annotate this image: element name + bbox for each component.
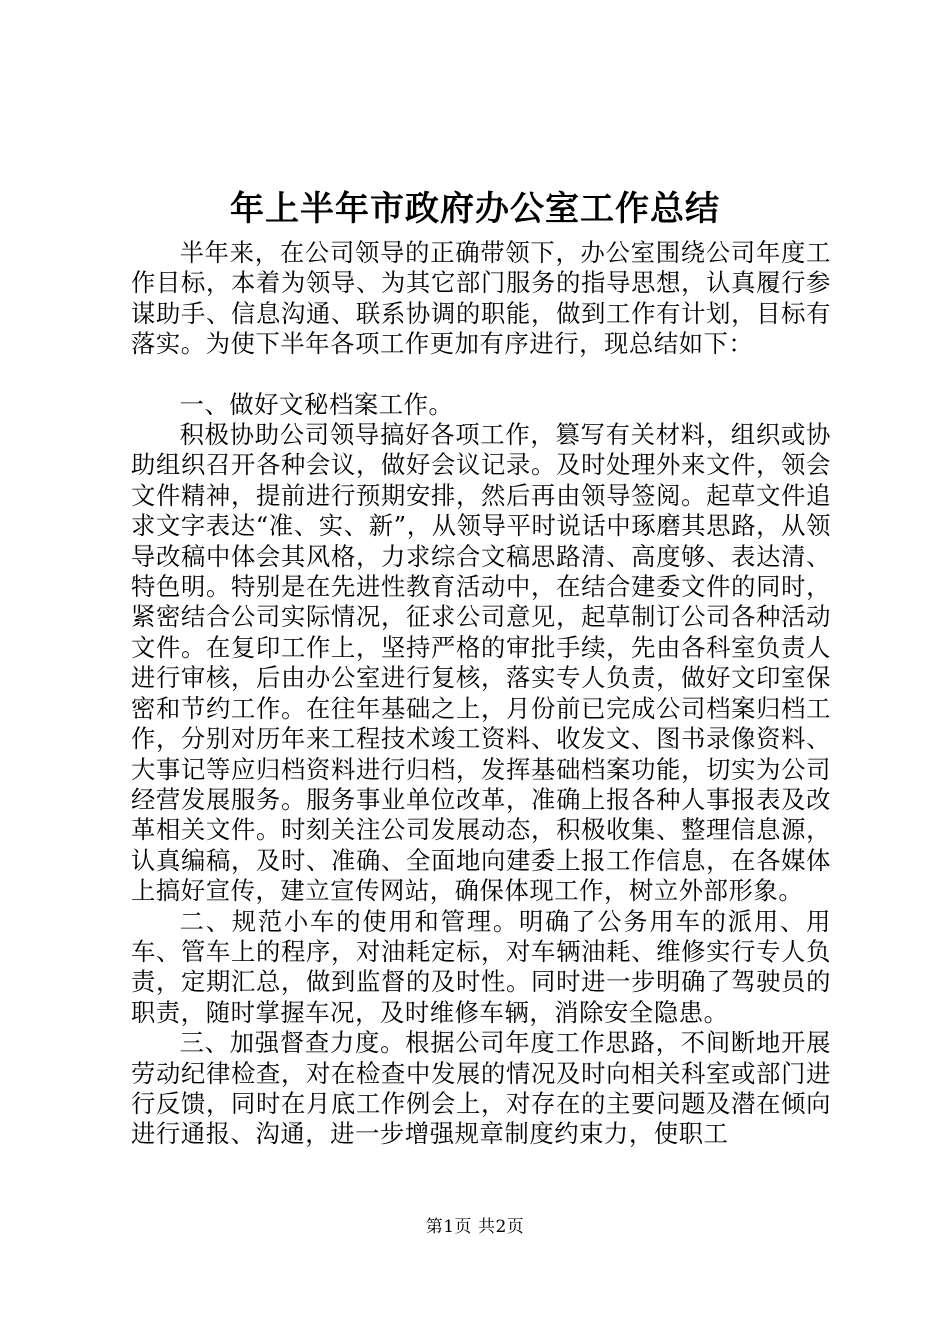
document-body bbox=[131, 238, 831, 1150]
paragraph-section-3: 三、加强督查力度。根据公司年度工作思路，不间断地开展劳动纪律检查，对在检查中发展的情况及时向相关科室或部门进行反馈，同时在月底工作例会上，对存在的主要问题及潜在倾向进行通报、沟通，进一步增强规章制度约束力，使职工 bbox=[131, 1028, 831, 1149]
paragraph-section-1: 积极协助公司领导搞好各项工作，篡写有关材料，组织或协助组织召开各种会议，做好会议记录。及时处理外来文件，领会文件精神，提前进行预期安排，然后再由领导签阅。起草文件追求文字表达“准、实、新”，从领导平时说话中琢磨其思路，从领导改稿中体会其风格，力求综合文稿思路清、高度够、表达清、特色明。特别是在先进性教育活动中，在结合建委文件的同时，紧密结合公司实际情况，征求公司意见，起草制订公司各种活动文件。在复印工作上，坚持严格的审批手续，先由各科室负责人进行审核，后由办公室进行复核，落实专人负责，做好文印室保密和节约工作。在往年基础之上，月份前已完成公司档案归档工作，分别对历年来工程技术竣工资料、收发文、图书录像资料、大事记等应归档资料进行归档，发挥基础档案功能，切实为公司经营发展服务。服务事业单位改革，准确上报各种人事报表及改革相关文件。时刻关注公司发展动态，积极收集、整理信息源，认真编稿，及时、准确、全面地向建委上报工作信息，在各媒体上搞好宣传，建立宣传网站，确保体现工作，树立外部形象。 bbox=[131, 420, 831, 906]
document-title: 年上半年市政府办公室工作总结 bbox=[230, 189, 720, 229]
page-footer: 第1页 共2页 bbox=[425, 1217, 525, 1237]
paragraph-section-2: 二、规范小车的使用和管理。明确了公务用车的派用、用车、管车上的程序，对油耗定标，对车辆油耗、维修实行专人负责，定期汇总，做到监督的及时性。同时进一步明确了驾驶员的职责，随时掌握车况，及时维修车辆，消除安全隐患。 bbox=[131, 906, 831, 1027]
paragraph-intro: 半年来，在公司领导的正确带领下，办公室围绕公司年度工作目标，本着为领导、为其它部门服务的指导思想，认真履行参谋助手、信息沟通、联系协调的职能，做到工作有计划，目标有落实。为使下半年各项工作更加有序进行，现总结如下： bbox=[131, 238, 831, 359]
section-heading-1: 一、做好文秘档案工作。 bbox=[179, 389, 454, 419]
